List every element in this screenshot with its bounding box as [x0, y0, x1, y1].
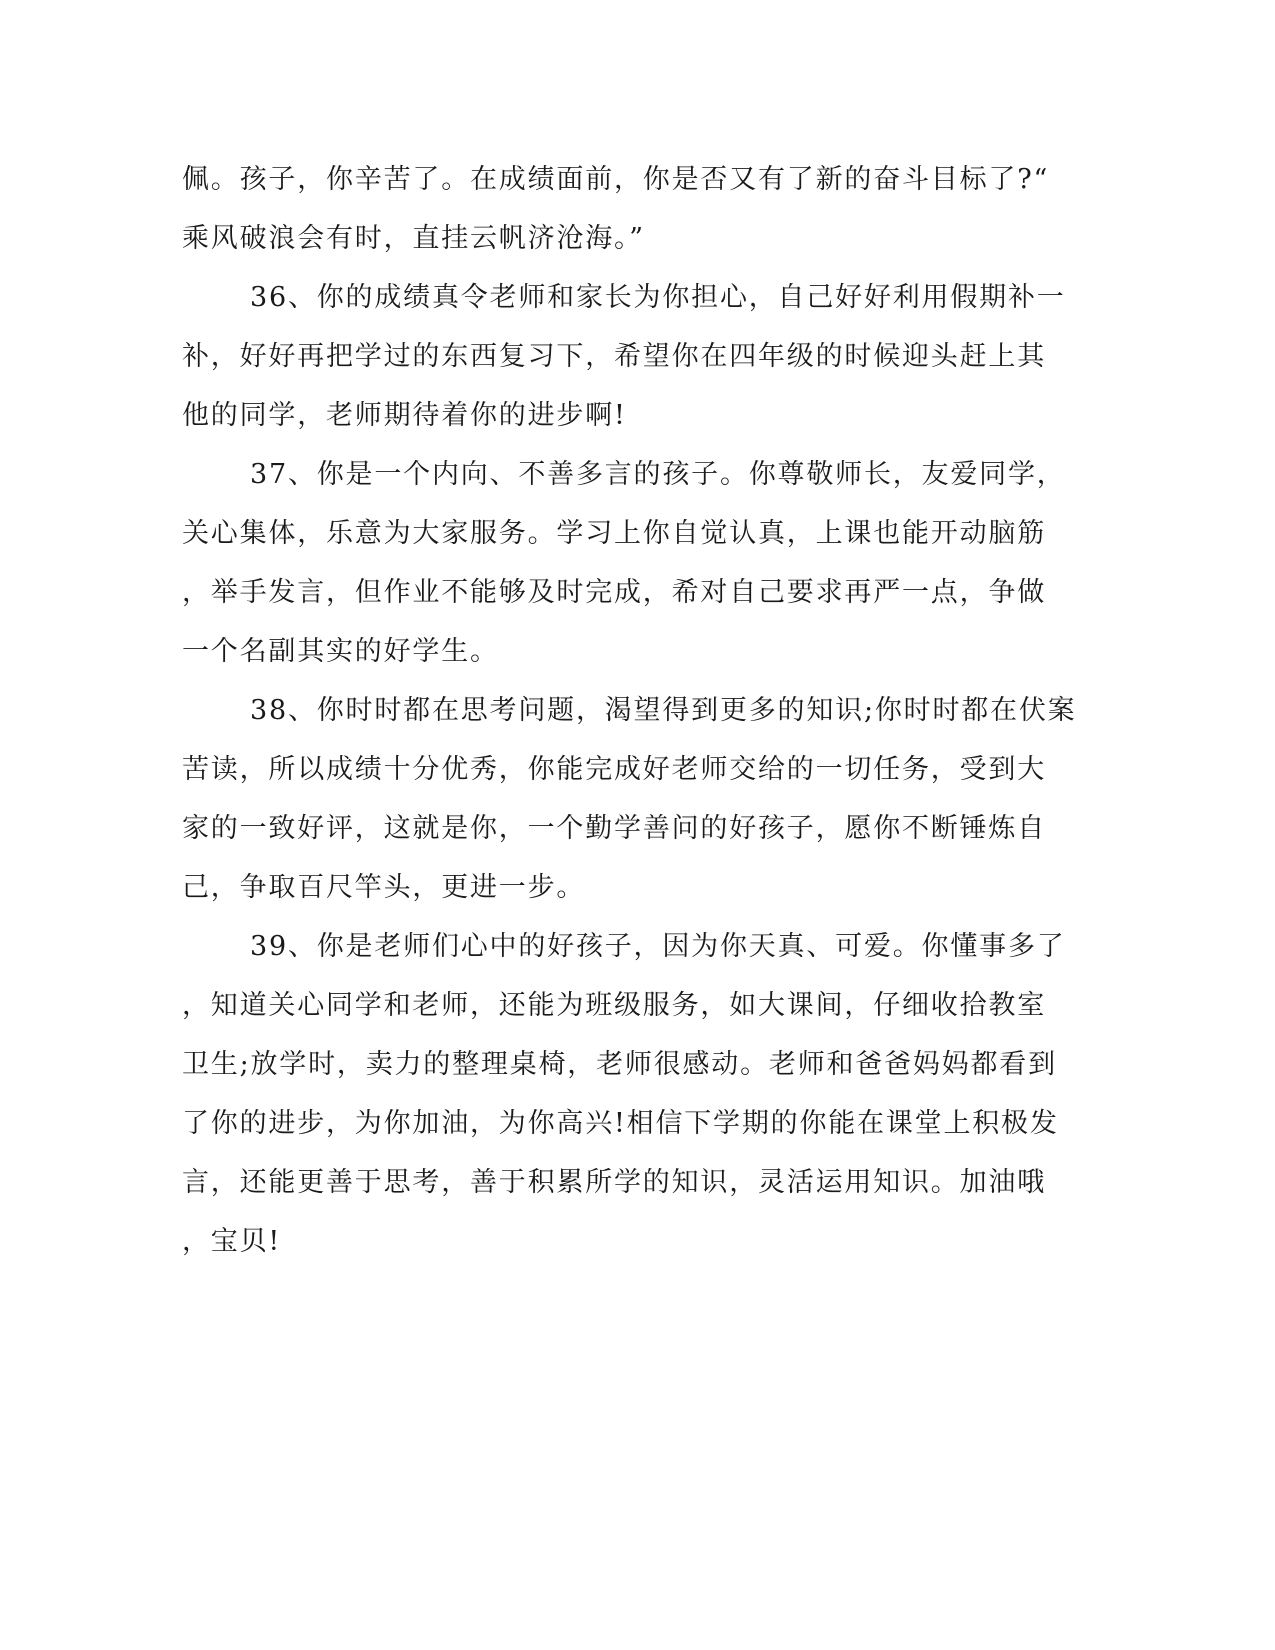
text-line: 言，还能更善于思考，善于积累所学的知识，灵活运用知识。加油哦	[182, 1167, 1046, 1198]
text-line: 关心集体，乐意为大家服务。学习上你自觉认真，上课也能开动脑筋	[182, 518, 1046, 549]
paragraph-39-start: 39、你是老师们心中的好孩子，因为你天真、可爱。你懂事多了	[250, 931, 1066, 962]
text-line: 一个名副其实的好学生。	[182, 636, 499, 667]
text-line: 己，争取百尺竿头，更进一步。	[182, 872, 586, 903]
document-body	[182, 150, 1077, 1271]
text-line: 了你的进步，为你加油，为你高兴!相信下学期的你能在课堂上积极发	[182, 1108, 1059, 1139]
paragraph-36-start: 36、你的成绩真令老师和家长为你担心，自己好好利用假期补一	[250, 282, 1066, 313]
paragraph-38-start: 38、你时时都在思考问题，渴望得到更多的知识;你时时都在伏案	[250, 695, 1077, 726]
text-line: ，宝贝!	[182, 1226, 282, 1257]
text-line: 家的一致好评，这就是你，一个勤学善问的好孩子，愿你不断锤炼自	[182, 813, 1046, 844]
text-line: 补，好好再把学过的东西复习下，希望你在四年级的时候迎头赶上其	[182, 341, 1046, 372]
text-line: 苦读，所以成绩十分优秀，你能完成好老师交给的一切任务，受到大	[182, 754, 1046, 785]
text-line: ，举手发言，但作业不能够及时完成，希对自己要求再严一点，争做	[182, 577, 1046, 608]
paragraph-37-start: 37、你是一个内向、不善多言的孩子。你尊敬师长，友爱同学，	[250, 459, 1066, 490]
text-line: 佩。孩子，你辛苦了。在成绩面前，你是否又有了新的奋斗目标了?“	[182, 164, 1050, 195]
text-line: 他的同学，老师期待着你的进步啊!	[182, 400, 627, 431]
text-line: 卫生;放学时，卖力的整理桌椅，老师很感动。老师和爸爸妈妈都看到	[182, 1049, 1057, 1080]
text-line: 乘风破浪会有时，直挂云帆济沧海。”	[182, 223, 645, 254]
text-line: ，知道关心同学和老师，还能为班级服务，如大课间，仔细收拾教室	[182, 990, 1046, 1021]
